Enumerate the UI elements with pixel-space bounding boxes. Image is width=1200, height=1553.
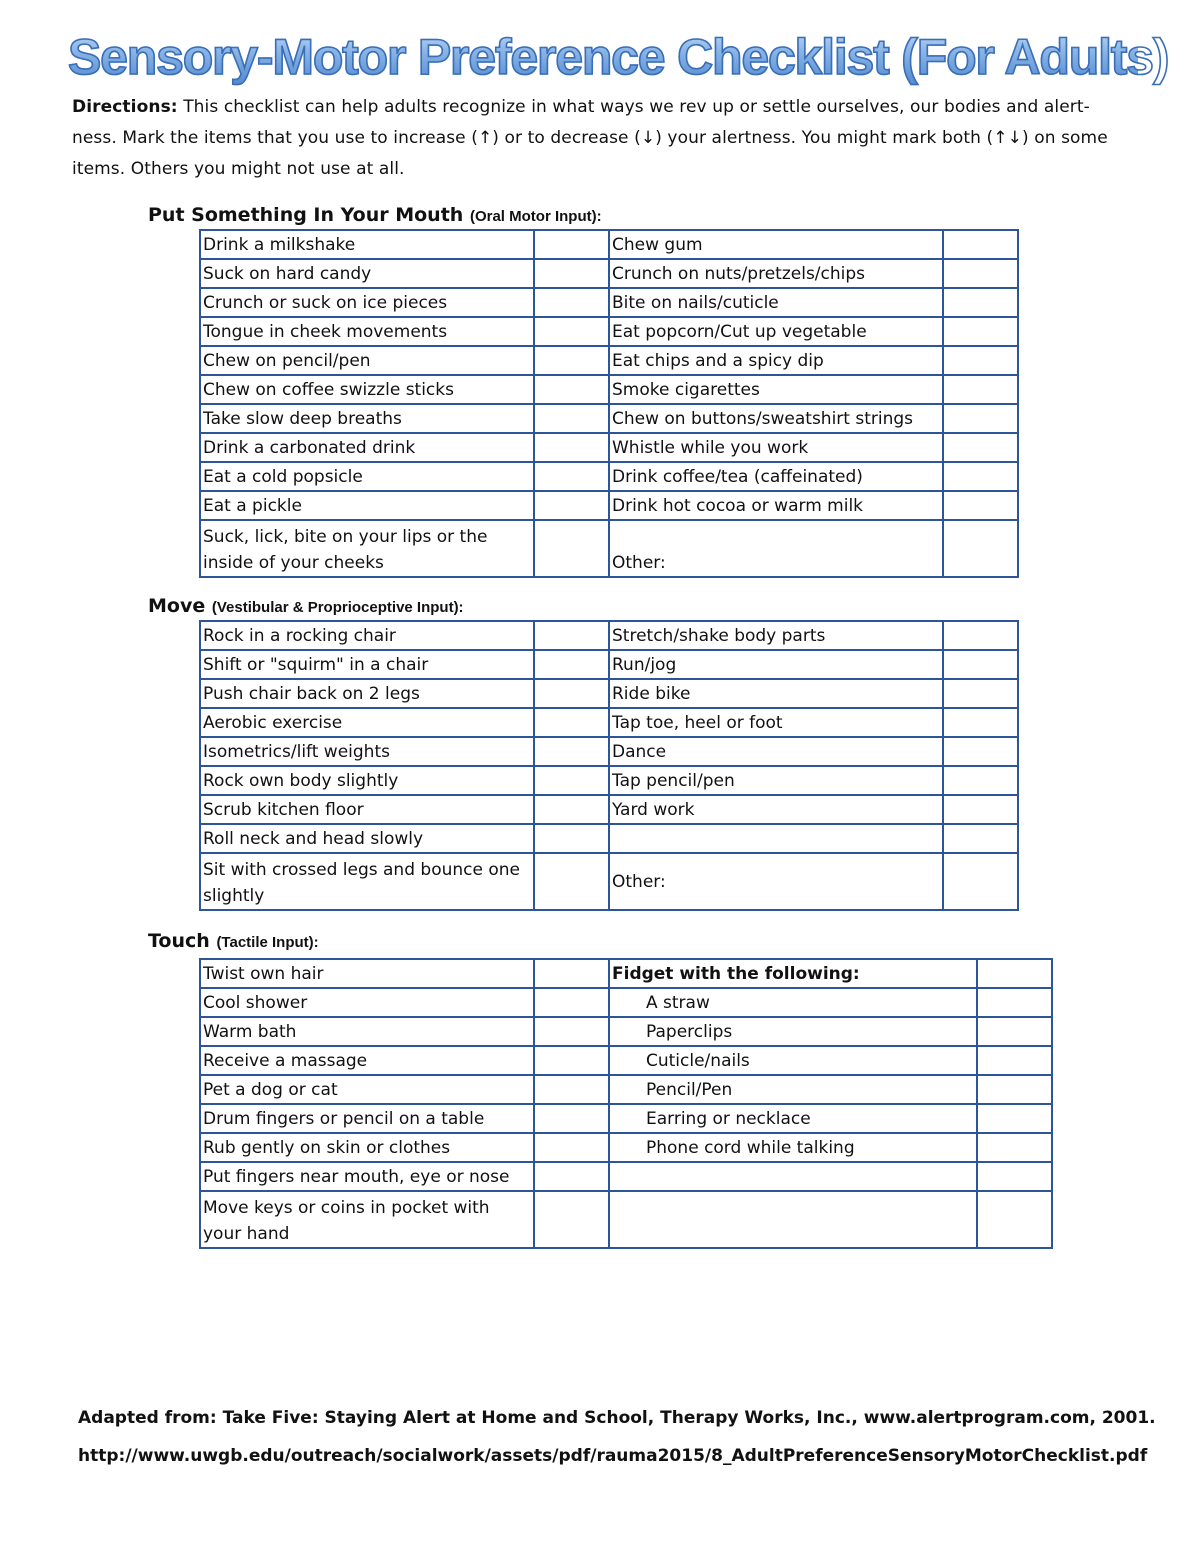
item-label: Take slow deep breaths	[200, 404, 534, 433]
check-cell[interactable]	[534, 433, 609, 462]
item-label: Isometrics/lift weights	[200, 737, 534, 766]
item-label: Suck on hard candy	[200, 259, 534, 288]
check-cell[interactable]	[534, 853, 609, 910]
item-label	[609, 824, 943, 853]
item-label: Dance	[609, 737, 943, 766]
section-subtitle: (Tactile Input):	[216, 934, 319, 951]
item-label: Fidget with the following:	[609, 959, 977, 988]
item-label: Drink coffee/tea (caffeinated)	[609, 462, 943, 491]
check-cell[interactable]	[977, 1133, 1052, 1162]
check-cell[interactable]	[943, 462, 1018, 491]
item-label: Pencil/Pen	[609, 1075, 977, 1104]
item-label: Pet a dog or cat	[200, 1075, 534, 1104]
table-row	[200, 1191, 1052, 1248]
check-cell[interactable]	[534, 766, 609, 795]
check-cell[interactable]	[534, 1017, 609, 1046]
footer-citation: Adapted from: Take Five: Staying Alert at Home and School, Therapy Works, Inc., www.alertprogram.com, 2001.	[78, 1408, 1156, 1428]
page-title: Sensory-Motor Preference Checklist (For Adults)	[68, 26, 1138, 88]
check-cell[interactable]	[943, 766, 1018, 795]
directions-body: This checklist can help adults recognize in what ways we rev up or settle ourselves, our bodies and alert- ness. Mark the items that you use to increase (↑) or to decrease (↓) your alertness. You might mark both (↑↓) on some items. Others you might not use at all.	[72, 97, 1108, 179]
check-cell[interactable]	[534, 462, 609, 491]
item-label: Ride bike	[609, 679, 943, 708]
checklist-table-touch	[199, 958, 1053, 1249]
check-cell[interactable]	[534, 737, 609, 766]
item-label: Chew gum	[609, 230, 943, 259]
table-row	[200, 288, 1018, 317]
item-label: Sit with crossed legs and bounce one slightly	[200, 853, 534, 910]
table-row	[200, 404, 1018, 433]
table-row	[200, 1133, 1052, 1162]
item-label: Rock in a rocking chair	[200, 621, 534, 650]
check-cell[interactable]	[534, 1162, 609, 1191]
check-cell[interactable]	[534, 520, 609, 577]
directions-text	[72, 92, 1122, 185]
check-cell[interactable]	[977, 1017, 1052, 1046]
check-cell[interactable]	[534, 824, 609, 853]
table-row	[200, 433, 1018, 462]
table-row	[200, 1046, 1052, 1075]
item-label: Drink a carbonated drink	[200, 433, 534, 462]
check-cell[interactable]	[943, 346, 1018, 375]
item-label: Paperclips	[609, 1017, 977, 1046]
check-cell[interactable]	[534, 650, 609, 679]
check-cell[interactable]	[977, 1104, 1052, 1133]
item-label: Chew on buttons/sweatshirt strings	[609, 404, 943, 433]
table-row	[200, 317, 1018, 346]
check-cell[interactable]	[943, 708, 1018, 737]
check-cell[interactable]	[534, 375, 609, 404]
check-cell[interactable]	[534, 1046, 609, 1075]
table-row	[200, 766, 1018, 795]
item-label: Phone cord while talking	[609, 1133, 977, 1162]
check-cell[interactable]	[943, 824, 1018, 853]
item-label: Eat popcorn/Cut up vegetable	[609, 317, 943, 346]
check-cell[interactable]	[943, 853, 1018, 910]
item-label: Drum fingers or pencil on a table	[200, 1104, 534, 1133]
item-label: Run/jog	[609, 650, 943, 679]
table-row	[200, 375, 1018, 404]
check-cell[interactable]	[977, 1162, 1052, 1191]
item-label: Eat a cold popsicle	[200, 462, 534, 491]
item-label: Roll neck and head slowly	[200, 824, 534, 853]
section-title: Touch	[148, 930, 210, 952]
item-label: Put fingers near mouth, eye or nose	[200, 1162, 534, 1191]
table-row	[200, 1104, 1052, 1133]
item-label: Other:	[609, 520, 943, 577]
item-label: Crunch or suck on ice pieces	[200, 288, 534, 317]
item-label: Earring or necklace	[609, 1104, 977, 1133]
footer-url: http://www.uwgb.edu/outreach/socialwork/assets/pdf/rauma2015/8_AdultPreferenceSensoryMotorChecklist.pdf	[78, 1446, 1148, 1466]
check-cell[interactable]	[534, 1191, 609, 1248]
checklist-table-move	[199, 620, 1019, 911]
table-row	[200, 462, 1018, 491]
item-label: Yard work	[609, 795, 943, 824]
table-row	[200, 230, 1018, 259]
item-label: A straw	[609, 988, 977, 1017]
section-title: Move	[148, 595, 206, 617]
table-row	[200, 853, 1018, 910]
item-label: Eat a pickle	[200, 491, 534, 520]
check-cell[interactable]	[977, 1191, 1052, 1248]
table-row	[200, 1162, 1052, 1191]
check-cell[interactable]	[534, 259, 609, 288]
table-row	[200, 650, 1018, 679]
check-cell[interactable]	[534, 288, 609, 317]
table-row	[200, 346, 1018, 375]
item-label: Crunch on nuts/pretzels/chips	[609, 259, 943, 288]
check-cell[interactable]	[943, 230, 1018, 259]
check-cell[interactable]	[943, 317, 1018, 346]
check-cell[interactable]	[534, 1133, 609, 1162]
table-row	[200, 708, 1018, 737]
item-label: Other:	[609, 853, 943, 910]
check-cell[interactable]	[943, 795, 1018, 824]
check-cell[interactable]	[534, 679, 609, 708]
section-subtitle: (Vestibular & Proprioceptive Input):	[211, 599, 464, 616]
check-cell[interactable]	[977, 1075, 1052, 1104]
item-label: Receive a massage	[200, 1046, 534, 1075]
check-cell[interactable]	[534, 346, 609, 375]
table-row	[200, 491, 1018, 520]
check-cell[interactable]	[943, 737, 1018, 766]
check-cell[interactable]	[534, 317, 609, 346]
item-label: Chew on pencil/pen	[200, 346, 534, 375]
check-cell[interactable]	[534, 230, 609, 259]
item-label: Stretch/shake body parts	[609, 621, 943, 650]
table-row	[200, 824, 1018, 853]
check-cell[interactable]	[534, 795, 609, 824]
section-heading-touch	[148, 928, 319, 956]
item-label: Suck, lick, bite on your lips or the inside of your cheeks	[200, 520, 534, 577]
item-label: Aerobic exercise	[200, 708, 534, 737]
check-cell[interactable]	[943, 375, 1018, 404]
check-cell[interactable]	[943, 491, 1018, 520]
item-label: Cuticle/nails	[609, 1046, 977, 1075]
table-row	[200, 737, 1018, 766]
item-label: Cool shower	[200, 988, 534, 1017]
item-label: Chew on coffee swizzle sticks	[200, 375, 534, 404]
table-row	[200, 795, 1018, 824]
check-cell[interactable]	[534, 959, 609, 988]
checklist-table-mouth	[199, 229, 1019, 578]
check-cell[interactable]	[943, 621, 1018, 650]
item-label: Smoke cigarettes	[609, 375, 943, 404]
check-cell[interactable]	[943, 433, 1018, 462]
section-heading-move	[148, 593, 464, 621]
item-label: Bite on nails/cuticle	[609, 288, 943, 317]
item-label	[609, 1162, 977, 1191]
item-label	[609, 1191, 977, 1248]
check-cell[interactable]	[943, 259, 1018, 288]
table-row	[200, 1075, 1052, 1104]
item-label: Drink a milkshake	[200, 230, 534, 259]
check-cell[interactable]	[534, 404, 609, 433]
check-cell[interactable]	[534, 988, 609, 1017]
item-label: Twist own hair	[200, 959, 534, 988]
item-label: Shift or "squirm" in a chair	[200, 650, 534, 679]
item-label: Move keys or coins in pocket with your hand	[200, 1191, 534, 1248]
check-cell[interactable]	[534, 708, 609, 737]
item-label: Tap pencil/pen	[609, 766, 943, 795]
check-cell[interactable]	[534, 621, 609, 650]
table-row	[200, 520, 1018, 577]
directions-label: Directions:	[72, 97, 178, 117]
check-cell[interactable]	[943, 288, 1018, 317]
check-cell[interactable]	[977, 1046, 1052, 1075]
check-cell[interactable]	[534, 1104, 609, 1133]
check-cell[interactable]	[943, 520, 1018, 577]
section-subtitle: (Oral Motor Input):	[469, 208, 602, 225]
check-cell[interactable]	[943, 679, 1018, 708]
table-row	[200, 988, 1052, 1017]
check-cell[interactable]	[943, 404, 1018, 433]
item-label: Eat chips and a spicy dip	[609, 346, 943, 375]
item-label: Warm bath	[200, 1017, 534, 1046]
item-label: Drink hot cocoa or warm milk	[609, 491, 943, 520]
item-label: Tap toe, heel or foot	[609, 708, 943, 737]
table-row	[200, 959, 1052, 988]
table-row	[200, 621, 1018, 650]
item-label: Rock own body slightly	[200, 766, 534, 795]
table-row	[200, 679, 1018, 708]
table-row	[200, 259, 1018, 288]
item-label: Push chair back on 2 legs	[200, 679, 534, 708]
check-cell[interactable]	[534, 1075, 609, 1104]
check-cell[interactable]	[534, 491, 609, 520]
section-heading-mouth	[148, 202, 602, 230]
check-cell[interactable]	[943, 650, 1018, 679]
check-cell[interactable]	[977, 988, 1052, 1017]
table-row	[200, 1017, 1052, 1046]
check-cell[interactable]	[977, 959, 1052, 988]
item-label: Scrub kitchen floor	[200, 795, 534, 824]
section-title: Put Something In Your Mouth	[148, 204, 464, 226]
item-label: Tongue in cheek movements	[200, 317, 534, 346]
item-label: Whistle while you work	[609, 433, 943, 462]
item-label: Rub gently on skin or clothes	[200, 1133, 534, 1162]
